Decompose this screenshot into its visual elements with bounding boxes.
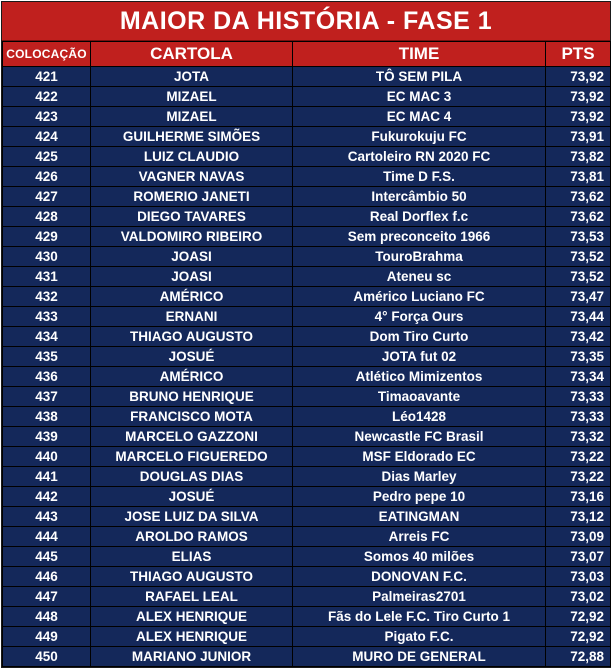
position-cell: 434 xyxy=(3,327,91,347)
position-cell: 446 xyxy=(3,567,91,587)
cartola-cell: THIAGO AUGUSTO xyxy=(91,567,293,587)
position-cell: 421 xyxy=(3,67,91,87)
table-row xyxy=(3,227,611,247)
cartola-cell: JOTA xyxy=(91,67,293,87)
team-cell: Intercâmbio 50 xyxy=(293,187,546,207)
table-row xyxy=(3,207,611,227)
cartola-cell: BRUNO HENRIQUE xyxy=(91,387,293,407)
table-row xyxy=(3,607,611,627)
team-cell: Dias Marley xyxy=(293,467,546,487)
points-cell: 72,92 xyxy=(546,607,611,627)
points-cell: 73,33 xyxy=(546,387,611,407)
position-cell: 429 xyxy=(3,227,91,247)
position-cell: 422 xyxy=(3,87,91,107)
team-cell: DONOVAN F.C. xyxy=(293,567,546,587)
table-row xyxy=(3,587,611,607)
cartola-cell: RAFAEL LEAL xyxy=(91,587,293,607)
column-header-team: TIME xyxy=(293,42,546,67)
table-row xyxy=(3,407,611,427)
table-row xyxy=(3,447,611,467)
team-cell: 4° Força Ours xyxy=(293,307,546,327)
ranking-table xyxy=(2,41,611,667)
points-cell: 73,47 xyxy=(546,287,611,307)
column-header-cartola: CARTOLA xyxy=(91,42,293,67)
position-cell: 424 xyxy=(3,127,91,147)
cartola-cell: JOSUÉ xyxy=(91,487,293,507)
team-cell: Pigato F.C. xyxy=(293,627,546,647)
position-cell: 427 xyxy=(3,187,91,207)
points-cell: 73,32 xyxy=(546,427,611,447)
points-cell: 72,92 xyxy=(546,627,611,647)
team-cell: JOTA fut 02 xyxy=(293,347,546,367)
table-row xyxy=(3,487,611,507)
table-row xyxy=(3,347,611,367)
cartola-cell: AMÉRICO xyxy=(91,287,293,307)
points-cell: 73,92 xyxy=(546,87,611,107)
position-cell: 440 xyxy=(3,447,91,467)
team-cell: Timaoavante xyxy=(293,387,546,407)
team-cell: Atlético Mimizentos xyxy=(293,367,546,387)
points-cell: 73,22 xyxy=(546,447,611,467)
points-cell: 73,03 xyxy=(546,567,611,587)
cartola-cell: JOASI xyxy=(91,247,293,267)
points-cell: 73,52 xyxy=(546,247,611,267)
points-cell: 73,35 xyxy=(546,347,611,367)
cartola-cell: ALEX HENRIQUE xyxy=(91,607,293,627)
table-row xyxy=(3,107,611,127)
points-cell: 73,62 xyxy=(546,207,611,227)
team-cell: Pedro pepe 10 xyxy=(293,487,546,507)
team-cell: TÔ SEM PILA xyxy=(293,67,546,87)
team-cell: MURO DE GENERAL xyxy=(293,647,546,667)
cartola-cell: VALDOMIRO RIBEIRO xyxy=(91,227,293,247)
position-cell: 428 xyxy=(3,207,91,227)
cartola-cell: JOASI xyxy=(91,267,293,287)
team-cell: Américo Luciano FC xyxy=(293,287,546,307)
cartola-cell: MARIANO JUNIOR xyxy=(91,647,293,667)
page-title: MAIOR DA HISTÓRIA - FASE 1 xyxy=(2,2,610,41)
team-cell: Fukurokuju FC xyxy=(293,127,546,147)
team-cell: Real Dorflex f.c xyxy=(293,207,546,227)
team-cell: Fãs do Lele F.C. Tiro Curto 1 xyxy=(293,607,546,627)
cartola-cell: GUILHERME SIMÕES xyxy=(91,127,293,147)
position-cell: 447 xyxy=(3,587,91,607)
cartola-cell: VAGNER NAVAS xyxy=(91,167,293,187)
position-cell: 423 xyxy=(3,107,91,127)
table-row xyxy=(3,67,611,87)
team-cell: EC MAC 3 xyxy=(293,87,546,107)
table-row xyxy=(3,507,611,527)
table-row xyxy=(3,567,611,587)
cartola-cell: JOSUÉ xyxy=(91,347,293,367)
table-row xyxy=(3,307,611,327)
table-row xyxy=(3,467,611,487)
table-row xyxy=(3,87,611,107)
team-cell: Ateneu sc xyxy=(293,267,546,287)
points-cell: 73,92 xyxy=(546,67,611,87)
team-cell: TouroBrahma xyxy=(293,247,546,267)
points-cell: 73,82 xyxy=(546,147,611,167)
ranking-sheet xyxy=(1,1,611,668)
position-cell: 432 xyxy=(3,287,91,307)
position-cell: 439 xyxy=(3,427,91,447)
points-cell: 73,07 xyxy=(546,547,611,567)
points-cell: 73,34 xyxy=(546,367,611,387)
table-row xyxy=(3,267,611,287)
cartola-cell: THIAGO AUGUSTO xyxy=(91,327,293,347)
position-cell: 436 xyxy=(3,367,91,387)
position-cell: 438 xyxy=(3,407,91,427)
cartola-cell: MIZAEL xyxy=(91,87,293,107)
table-row xyxy=(3,647,611,667)
points-cell: 72,88 xyxy=(546,647,611,667)
table-row xyxy=(3,427,611,447)
team-cell: Sem preconceito 1966 xyxy=(293,227,546,247)
table-row xyxy=(3,627,611,647)
team-cell: EATINGMAN xyxy=(293,507,546,527)
position-cell: 435 xyxy=(3,347,91,367)
team-cell: Léo1428 xyxy=(293,407,546,427)
team-cell: Time D F.S. xyxy=(293,167,546,187)
points-cell: 73,22 xyxy=(546,467,611,487)
table-row xyxy=(3,387,611,407)
position-cell: 445 xyxy=(3,547,91,567)
cartola-cell: ROMERIO JANETI xyxy=(91,187,293,207)
position-cell: 425 xyxy=(3,147,91,167)
points-cell: 73,09 xyxy=(546,527,611,547)
points-cell: 73,91 xyxy=(546,127,611,147)
points-cell: 73,33 xyxy=(546,407,611,427)
cartola-cell: DIEGO TAVARES xyxy=(91,207,293,227)
points-cell: 73,16 xyxy=(546,487,611,507)
cartola-cell: AMÉRICO xyxy=(91,367,293,387)
team-cell: Somos 40 milões xyxy=(293,547,546,567)
team-cell: Palmeiras2701 xyxy=(293,587,546,607)
position-cell: 430 xyxy=(3,247,91,267)
points-cell: 73,44 xyxy=(546,307,611,327)
position-cell: 441 xyxy=(3,467,91,487)
table-row xyxy=(3,147,611,167)
cartola-cell: ERNANI xyxy=(91,307,293,327)
team-cell: Cartoleiro RN 2020 FC xyxy=(293,147,546,167)
position-cell: 426 xyxy=(3,167,91,187)
position-cell: 444 xyxy=(3,527,91,547)
table-row xyxy=(3,287,611,307)
table-row xyxy=(3,127,611,147)
table-row xyxy=(3,167,611,187)
cartola-cell: JOSE LUIZ DA SILVA xyxy=(91,507,293,527)
position-cell: 437 xyxy=(3,387,91,407)
cartola-cell: AROLDO RAMOS xyxy=(91,527,293,547)
table-row xyxy=(3,327,611,347)
team-cell: Newcastle FC Brasil xyxy=(293,427,546,447)
team-cell: MSF Eldorado EC xyxy=(293,447,546,467)
points-cell: 73,12 xyxy=(546,507,611,527)
cartola-cell: ELIAS xyxy=(91,547,293,567)
cartola-cell: MIZAEL xyxy=(91,107,293,127)
points-cell: 73,42 xyxy=(546,327,611,347)
table-row xyxy=(3,187,611,207)
cartola-cell: ALEX HENRIQUE xyxy=(91,627,293,647)
cartola-cell: MARCELO GAZZONI xyxy=(91,427,293,447)
team-cell: Dom Tiro Curto xyxy=(293,327,546,347)
points-cell: 73,53 xyxy=(546,227,611,247)
team-cell: Arreis FC xyxy=(293,527,546,547)
cartola-cell: DOUGLAS DIAS xyxy=(91,467,293,487)
points-cell: 73,62 xyxy=(546,187,611,207)
position-cell: 443 xyxy=(3,507,91,527)
cartola-cell: FRANCISCO MOTA xyxy=(91,407,293,427)
position-cell: 442 xyxy=(3,487,91,507)
column-header-points: PTS xyxy=(546,42,611,67)
table-row xyxy=(3,247,611,267)
cartola-cell: LUIZ CLAUDIO xyxy=(91,147,293,167)
cartola-cell: MARCELO FIGUEREDO xyxy=(91,447,293,467)
position-cell: 431 xyxy=(3,267,91,287)
column-header-position: COLOCAÇÃO xyxy=(3,42,91,67)
position-cell: 449 xyxy=(3,627,91,647)
table-row xyxy=(3,547,611,567)
points-cell: 73,92 xyxy=(546,107,611,127)
position-cell: 433 xyxy=(3,307,91,327)
position-cell: 448 xyxy=(3,607,91,627)
points-cell: 73,81 xyxy=(546,167,611,187)
position-cell: 450 xyxy=(3,647,91,667)
table-row xyxy=(3,527,611,547)
ranking-body xyxy=(3,67,611,667)
header-row xyxy=(3,42,611,67)
points-cell: 73,52 xyxy=(546,267,611,287)
table-row xyxy=(3,367,611,387)
team-cell: EC MAC 4 xyxy=(293,107,546,127)
points-cell: 73,02 xyxy=(546,587,611,607)
